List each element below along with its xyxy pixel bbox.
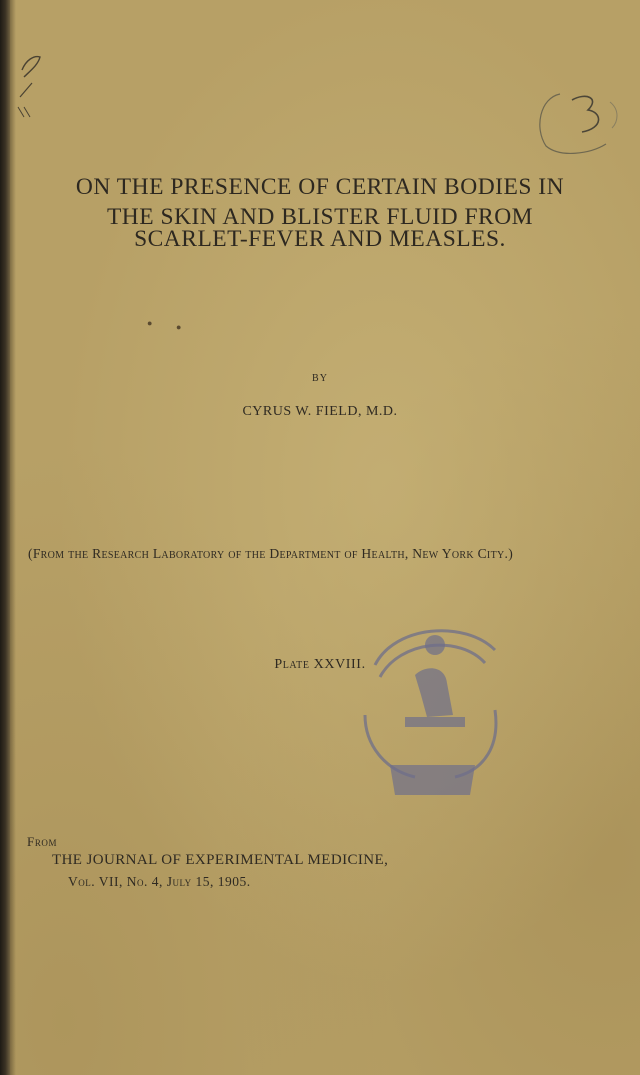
ink-speck: ● xyxy=(147,318,153,328)
book-spine-shadow xyxy=(0,0,10,1075)
volume-info: Vol. VII, No. 4, July 15, 1905. xyxy=(68,874,251,889)
from-label: From xyxy=(27,834,58,849)
library-seal-stamp-icon xyxy=(335,605,525,805)
affiliation-line: (From the Research Laboratory of the Department of Health, New York City.) xyxy=(28,546,514,561)
handwritten-number-icon xyxy=(520,88,630,160)
plate-label: Plate XXVIII. xyxy=(274,657,366,672)
pencil-mark-icon xyxy=(12,25,62,120)
title-line-2: THE SKIN AND BLISTER FLUID FROM xyxy=(106,204,534,230)
spine-edge-shadow xyxy=(10,0,16,1075)
title-line-1: ON THE PRESENCE OF CERTAIN BODIES IN xyxy=(75,174,565,200)
journal-name: THE JOURNAL OF EXPERIMENTAL MEDICINE, xyxy=(52,852,389,868)
ink-speck: ● xyxy=(176,322,182,332)
title-line-3: SCARLET-FEVER AND MEASLES. xyxy=(134,226,506,252)
author-name: CYRUS W. FIELD, M.D. xyxy=(242,404,398,419)
by-line: BY xyxy=(312,373,328,384)
